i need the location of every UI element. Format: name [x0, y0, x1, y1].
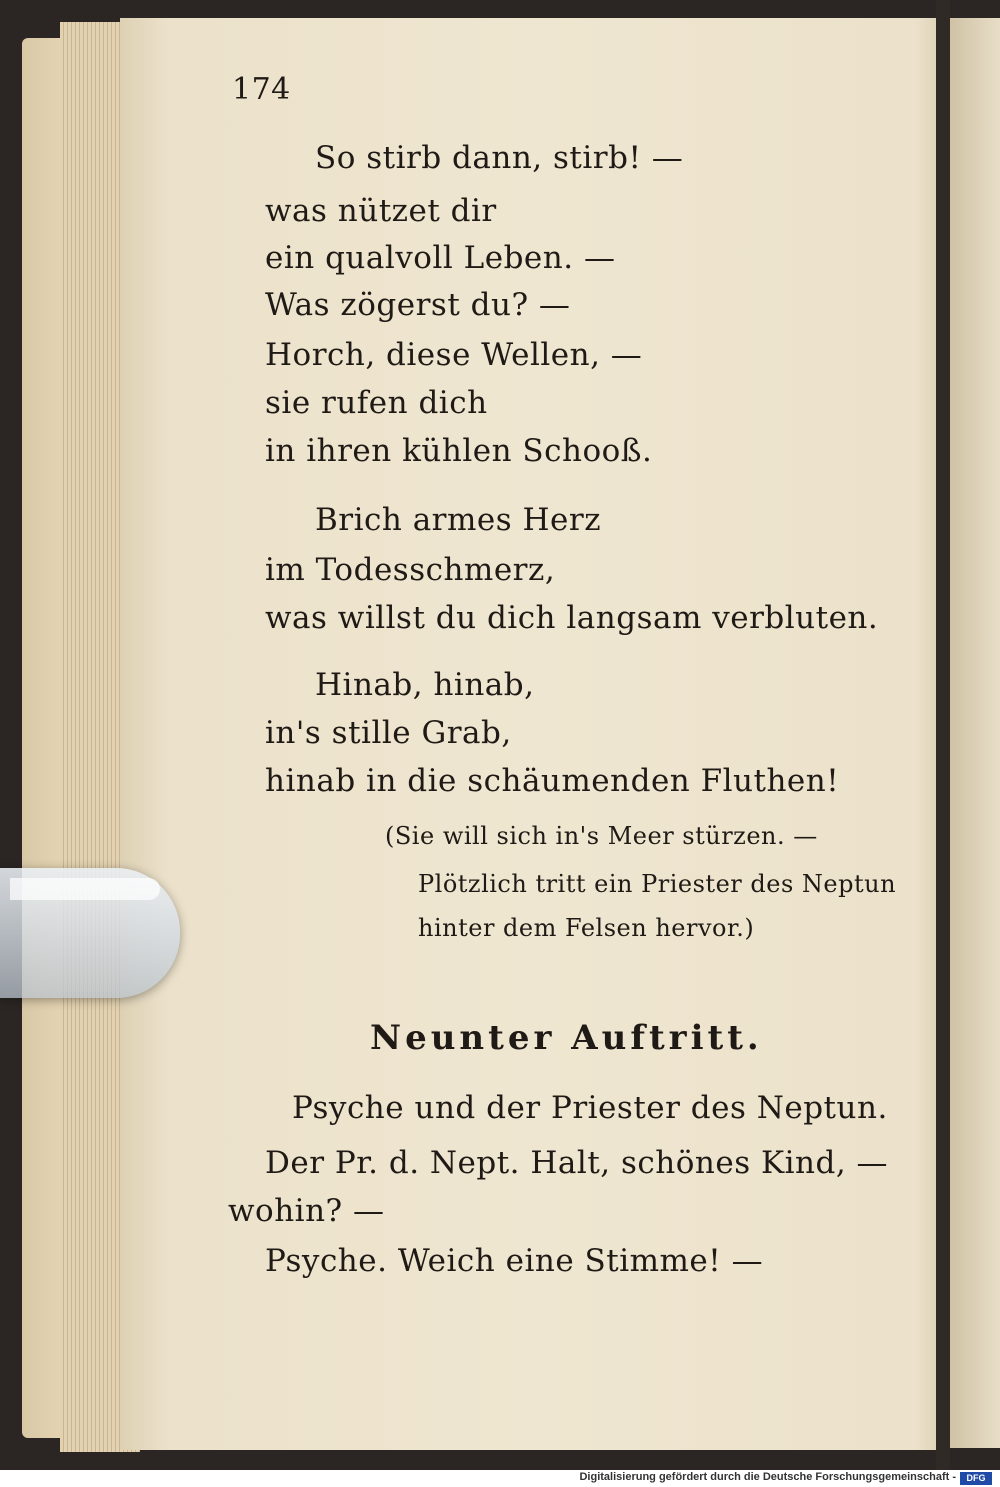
stage-direction-line: Plötzlich tritt ein Priester des Neptun [418, 870, 897, 898]
book-page [120, 18, 948, 1450]
verse-line: ein qualvoll Leben. — [265, 240, 616, 276]
footer-credit: Digitalisierung gefördert durch die Deutsche Forschungsgemeinschaft - [579, 1471, 956, 1483]
verse-line: in's stille Grab, [265, 715, 512, 751]
page-number: 174 [232, 72, 291, 107]
facing-page-edge [950, 18, 1000, 1448]
stage-direction-line: (Sie will sich in's Meer stürzen. — [385, 822, 818, 850]
verse-line: im Todesschmerz, [265, 552, 556, 588]
verse-line: Brich armes Herz [315, 502, 602, 538]
digitization-footer [0, 1470, 1000, 1487]
verse-line: hinab in die schäumenden Fluthen! [265, 763, 840, 799]
dfg-logo: DFG [960, 1472, 992, 1485]
verse-line: in ihren kühlen Schooß. [265, 433, 653, 469]
verse-line: Hinab, hinab, [315, 667, 535, 703]
character-list: Psyche und der Priester des Neptun. [292, 1090, 888, 1126]
dialogue-line: wohin? — [228, 1193, 385, 1229]
dialogue-line: Psyche. Weich eine Stimme! — [265, 1243, 764, 1279]
verse-line: sie rufen dich [265, 385, 488, 421]
verse-line: So stirb dann, stirb! — [315, 140, 684, 176]
page-clip-highlight [10, 878, 160, 900]
verse-line: Was zögerst du? — [265, 287, 571, 323]
stage-direction-line: hinter dem Felsen hervor.) [418, 914, 755, 942]
book-gutter [936, 0, 950, 1470]
dialogue-line: Der Pr. d. Nept. Halt, schönes Kind, — [265, 1145, 889, 1181]
scene-heading: Neunter Auftritt. [370, 1018, 763, 1058]
verse-line: Horch, diese Wellen, — [265, 337, 643, 373]
verse-line: was willst du dich langsam verbluten. [265, 600, 879, 636]
verse-line: was nützet dir [265, 193, 497, 229]
